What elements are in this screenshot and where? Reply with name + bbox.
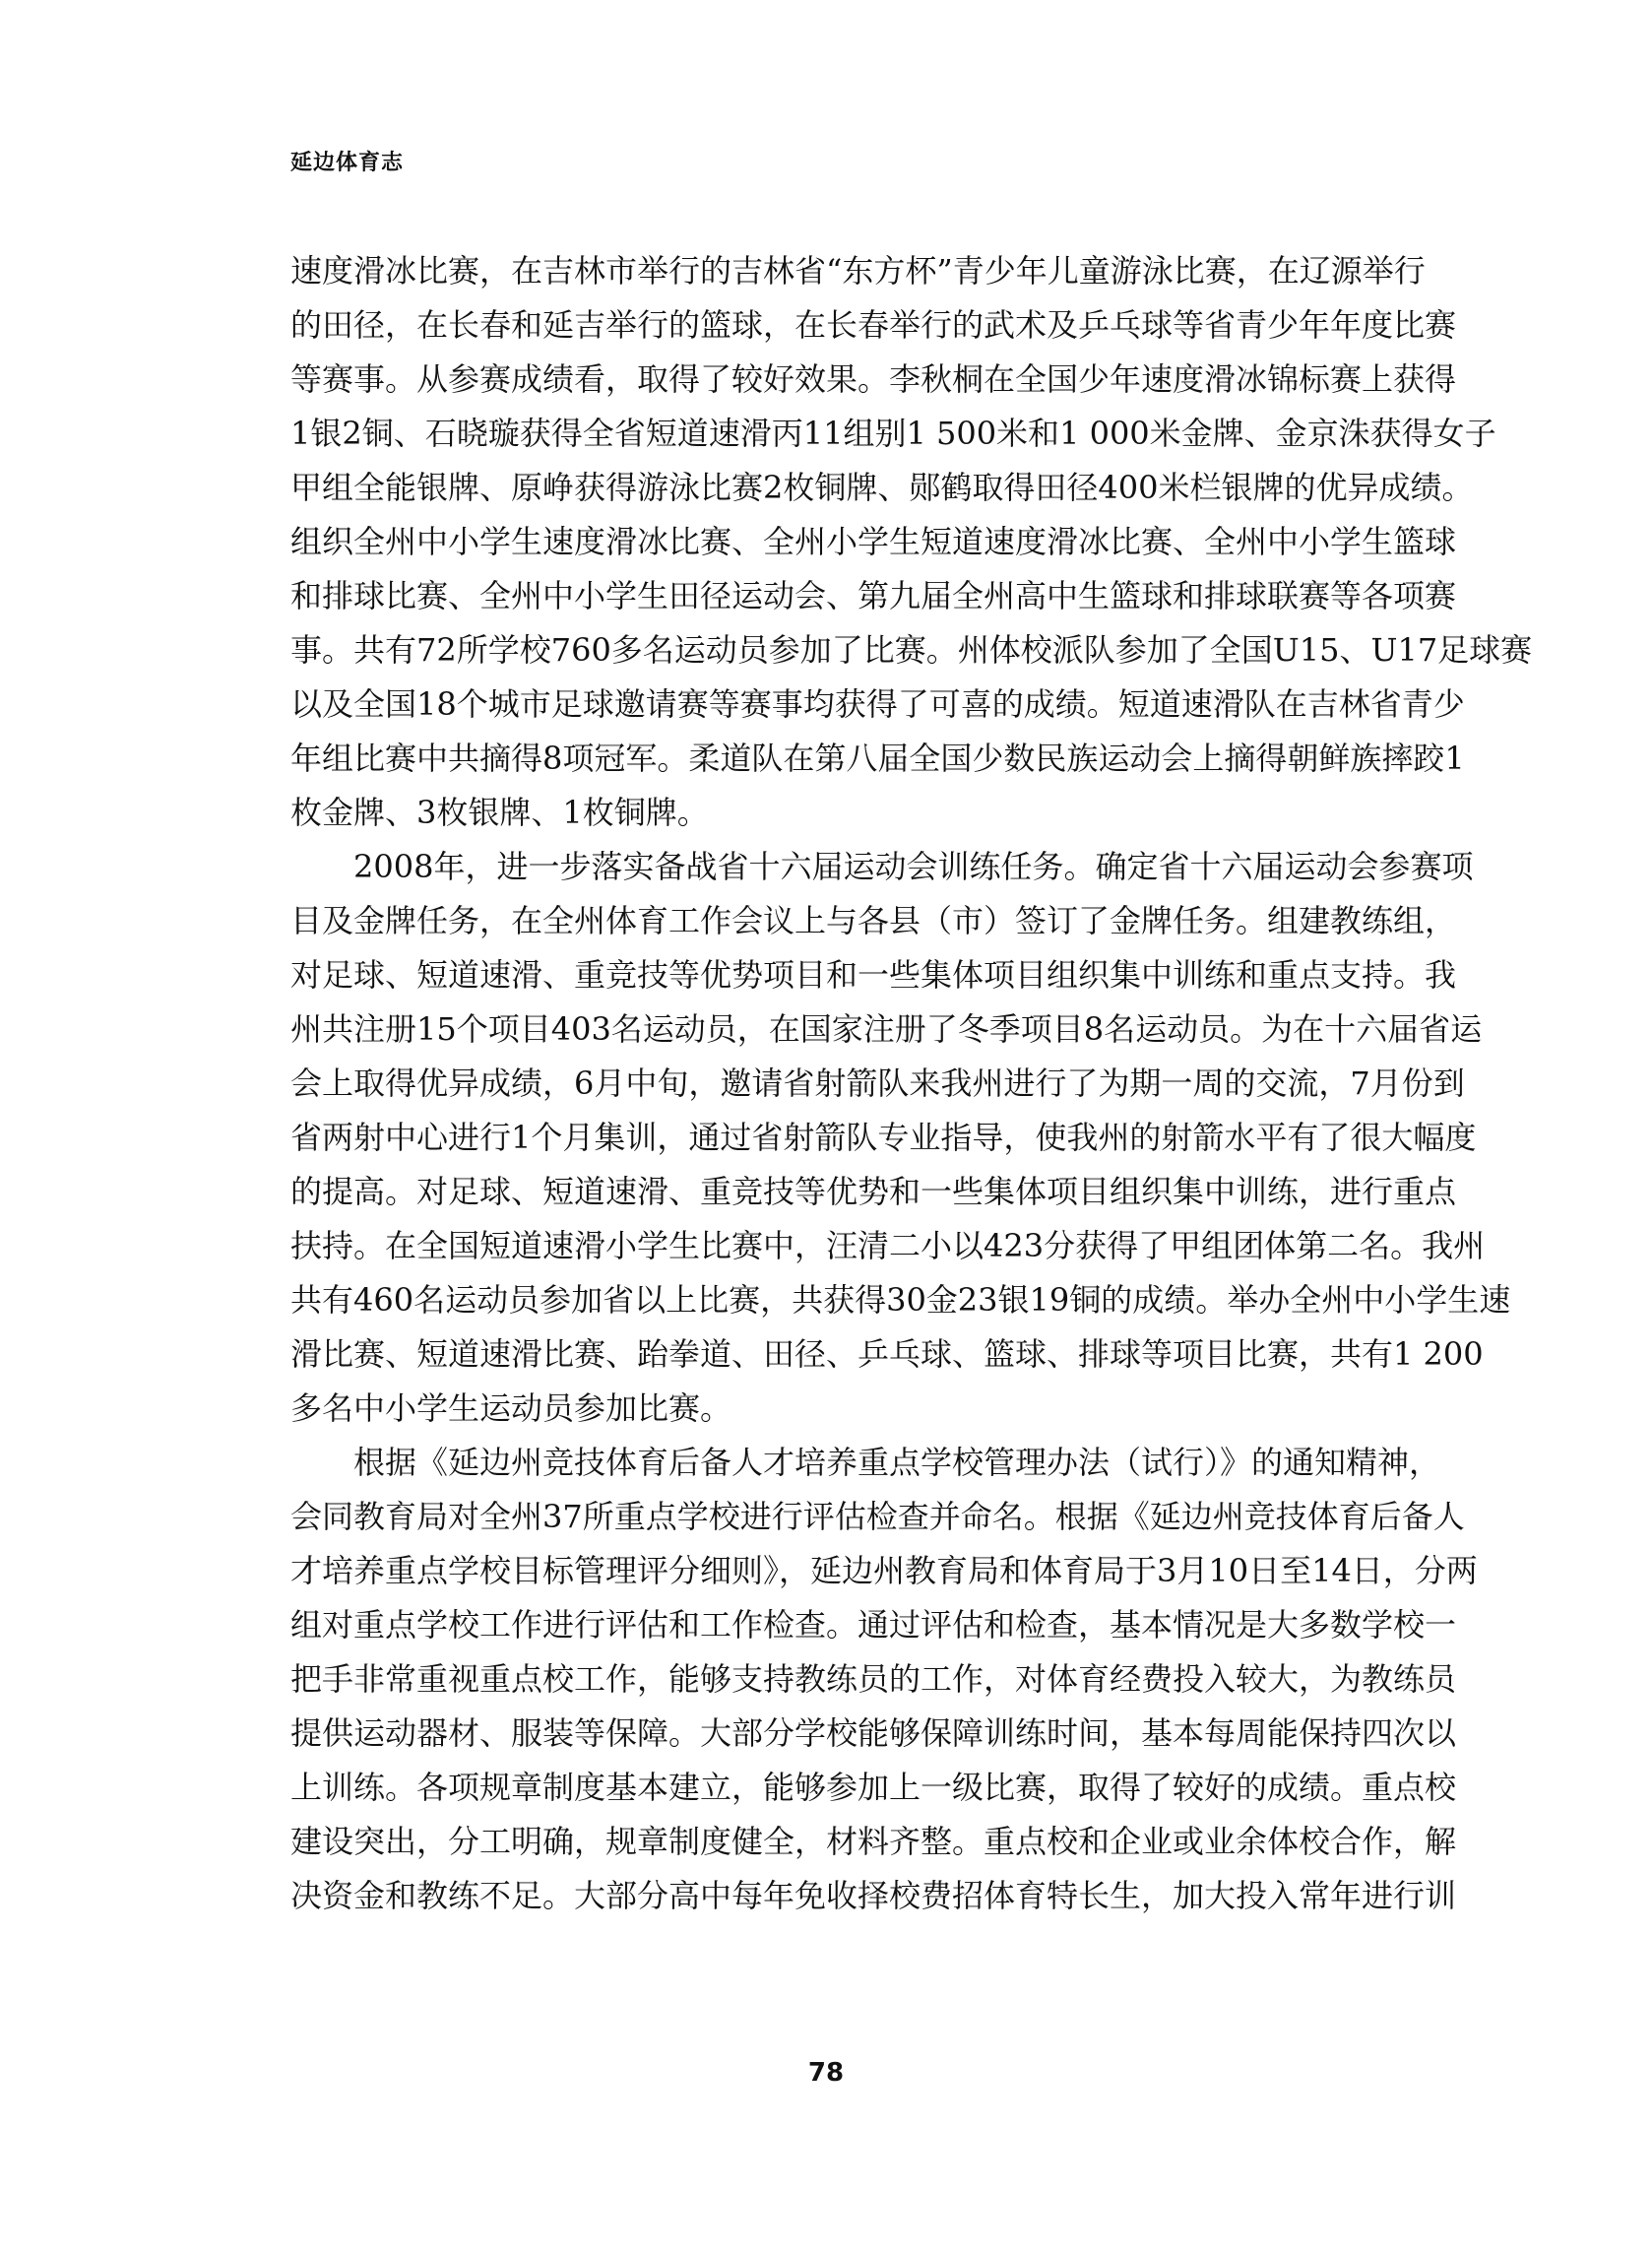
text-line: 2008年，进一步落实备战省十六届运动会训练任务。确定省十六届运动会参赛项 bbox=[290, 848, 1474, 885]
text-line: 省两射中心进行1个月集训，通过省射箭队专业指导，使我州的射箭水平有了很大幅度 bbox=[290, 1119, 1477, 1156]
text-line: 目及金牌任务，在全州体育工作会议上与各县（市）签订了金牌任务。组建教练组， bbox=[290, 902, 1457, 939]
text-line: 事。共有72所学校760多名运动员参加了比赛。州体校派队参加了全国U15、U17足球赛 bbox=[290, 631, 1533, 669]
text-line: 的田径，在长春和延吉举行的篮球，在长春举行的武术及乒乓球等省青少年年度比赛 bbox=[290, 306, 1457, 344]
text-line: 等赛事。从参赛成绩看，取得了较好效果。李秋桐在全国少年速度滑冰锦标赛上获得 bbox=[290, 360, 1457, 398]
text-line: 枚金牌、3枚银牌、1枚铜牌。 bbox=[290, 794, 709, 831]
text-line: 提供运动器材、服装等保障。大部分学校能够保障训练时间，基本每周能保持四次以 bbox=[290, 1714, 1457, 1752]
text-line: 才培养重点学校目标管理评分细则》，延边州教育局和体育局于3月10日至14日，分两 bbox=[290, 1552, 1478, 1589]
text-line: 州共注册15个项目403名运动员，在国家注册了冬季项目8名运动员。为在十六届省运 bbox=[290, 1010, 1483, 1048]
text-line: 甲组全能银牌、原峥获得游泳比赛2枚铜牌、郧鹤取得田径400米栏银牌的优异成绩。 bbox=[290, 469, 1474, 506]
text-line: 多名中小学生运动员参加比赛。 bbox=[290, 1389, 732, 1427]
text-line: 决资金和教练不足。大部分高中每年免收择校费招体育特长生，加大投入常年进行训 bbox=[290, 1877, 1457, 1914]
paragraph bbox=[290, 1436, 1487, 1923]
running-header: 延边体育志 bbox=[290, 151, 405, 175]
text-line: 以及全国18个城市足球邀请赛等赛事均获得了可喜的成绩。短道速滑队在吉林省青少 bbox=[290, 685, 1465, 723]
text-line: 把手非常重视重点校工作，能够支持教练员的工作，对体育经费投入较大，为教练员 bbox=[290, 1660, 1457, 1698]
paragraph bbox=[290, 840, 1511, 1436]
text-line: 和排球比赛、全州中小学生田径运动会、第九届全州高中生篮球和排球联赛等各项赛 bbox=[290, 577, 1457, 614]
text-line: 组织全州中小学生速度滑冰比赛、全州小学生短道速度滑冰比赛、全州中小学生篮球 bbox=[290, 523, 1457, 560]
text-line: 扶持。在全国短道速滑小学生比赛中，汪清二小以423分获得了甲组团体第二名。我州 bbox=[290, 1227, 1486, 1264]
text-line: 会同教育局对全州37所重点学校进行评估检查并命名。根据《延边州竞技体育后备人 bbox=[290, 1498, 1465, 1535]
text-line: 共有460名运动员参加省以上比赛，共获得30金23银19铜的成绩。举办全州中小学生速 bbox=[290, 1281, 1511, 1319]
text-line: 对足球、短道速滑、重竞技等优势项目和一些集体项目组织集中训练和重点支持。我 bbox=[290, 956, 1457, 994]
text-line: 上训练。各项规章制度基本建立，能够参加上一级比赛，取得了较好的成绩。重点校 bbox=[290, 1769, 1457, 1806]
text-line: 滑比赛、短道速滑比赛、跆拳道、田径、乒乓球、篮球、排球等项目比赛，共有1 200 bbox=[290, 1335, 1484, 1373]
text-line: 会上取得优异成绩，6月中旬，邀请省射箭队来我州进行了为期一周的交流，7月份到 bbox=[290, 1064, 1465, 1102]
body-text bbox=[290, 244, 1533, 1923]
text-line: 速度滑冰比赛，在吉林市举行的吉林省“东方杯”青少年儿童游泳比赛，在辽源举行 bbox=[290, 252, 1426, 290]
text-line: 建设突出，分工明确，规章制度健全，材料齐整。重点校和企业或业余体校合作，解 bbox=[290, 1823, 1457, 1860]
page-number: 78 bbox=[807, 2058, 845, 2088]
paragraph bbox=[290, 244, 1533, 840]
text-line: 根据《延边州竞技体育后备人才培养重点学校管理办法（试行）》的通知精神， bbox=[290, 1444, 1441, 1481]
text-line: 组对重点学校工作进行评估和工作检查。通过评估和检查，基本情况是大多数学校一 bbox=[290, 1606, 1457, 1644]
text-line: 1银2铜、石晓璇获得全省短道速滑丙11组别1 500米和1 000米金牌、金京洙获得女子 bbox=[290, 415, 1496, 452]
text-line: 的提高。对足球、短道速滑、重竞技等优势和一些集体项目组织集中训练，进行重点 bbox=[290, 1173, 1457, 1210]
text-line: 年组比赛中共摘得8项冠军。柔道队在第八届全国少数民族运动会上摘得朝鲜族摔跤1 bbox=[290, 740, 1465, 777]
